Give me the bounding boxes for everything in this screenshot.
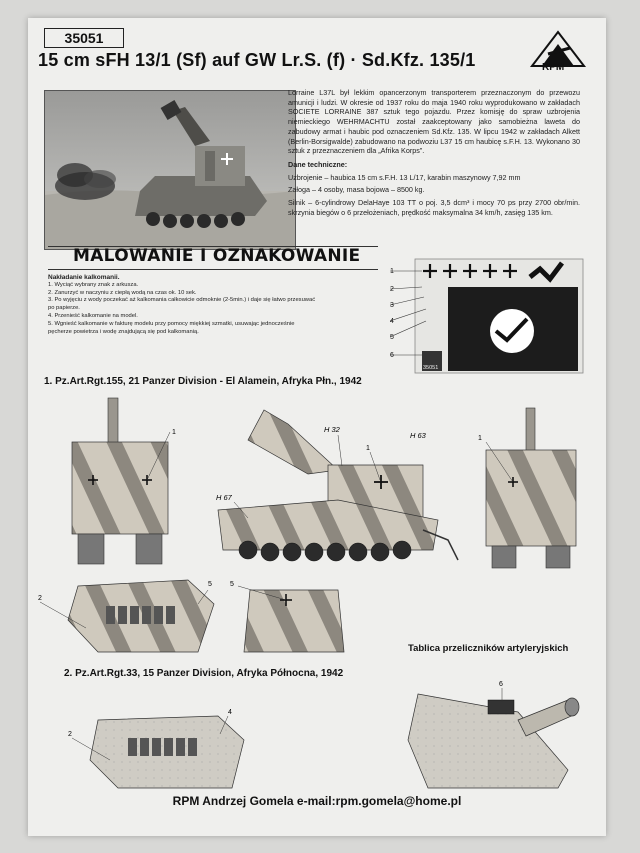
decal-num-3: 3 xyxy=(390,302,394,309)
instructions-heading: Nakładanie kalkomanii. xyxy=(48,274,120,281)
decal-num-2: 2 xyxy=(390,286,394,293)
tech-line: Załoga – 4 osoby, masa bojowa – 8500 kg. xyxy=(288,185,425,195)
section-title-bar xyxy=(48,246,378,270)
callout-number: 1 xyxy=(366,445,370,452)
label-h63: H 63 xyxy=(410,431,426,440)
scheme1-title: 1. Pz.Art.Rgt.155, 21 Panzer Division - El Alamein, Afryka Płn., 1942 xyxy=(44,376,362,387)
tablica-title: Tablica przeliczników artyleryjskich xyxy=(408,643,569,654)
decal-num-5: 5 xyxy=(390,334,394,341)
front-view xyxy=(72,398,176,564)
decal-sheet-code: 35051 xyxy=(423,365,439,371)
decal-num-1: 1 xyxy=(390,268,394,275)
section-title: MALOWANIE I OZNAKOWANIE xyxy=(73,246,361,266)
footer-contact: RPM Andrzej Gomela e-mail:rpm.gomela@home.pl xyxy=(172,794,462,808)
instruction-step: 2. Zanurzyć w naczyniu z ciepłą wodą na czas ok. 10 sek. xyxy=(48,289,197,296)
rear-view xyxy=(478,408,576,568)
decal-instructions xyxy=(48,274,318,336)
instruction-step: 3. Po wyjęciu z wody poczekać aż kalkomania całkowicie odmoknie (2-5min.) i daje się łatwo przesuwać po papierze. xyxy=(48,297,316,312)
callout-number: 4 xyxy=(228,709,232,716)
intro-text-block xyxy=(288,88,580,220)
decal-num-6: 6 xyxy=(390,352,394,359)
brand-label: RPM xyxy=(542,62,565,73)
page-title: 15 cm sFH 13/1 (Sf) auf GW Lr.S. (f) · Sd.Kfz. 135/1 xyxy=(38,50,476,70)
tech-line: Silnik – 6-cylindrowy DelaHaye 103 TT o poj. 3,5 dcm³ i mocy 70 ps przy 2700 obr/min. skrzynia biegów o 6 przełożeniach, prędkość maksymalna 34 km/h, zasięg 135 km. xyxy=(288,198,580,217)
historical-photo xyxy=(44,90,296,250)
callout-number: 1 xyxy=(172,429,176,436)
label-h32: H 32 xyxy=(324,425,340,434)
decal-sheet-diagram xyxy=(390,257,585,375)
callout-number: 6 xyxy=(499,681,503,688)
callout-number: 2 xyxy=(38,595,42,602)
rear-box-detail xyxy=(230,581,344,652)
callout-number: 2 xyxy=(68,731,72,738)
tech-line: Uzbrojenie – haubica 15 cm s.F.H. 13 L/17, karabin maszynowy 7,92 mm xyxy=(288,172,521,182)
scheme2-drawings xyxy=(48,680,588,790)
scheme2-hull-detail xyxy=(68,709,244,788)
instruction-step: 5. Wgnieść kalkomanie w fakturę modelu przy pomocy miękkiej szmatki, usuwając jednocześnie pęcherze powietrza i wodę znajdującą się pod kalkomanią. xyxy=(48,320,295,335)
scheme2-title: 2. Pz.Art.Rgt.33, 15 Panzer Division, Afryka Północna, 1942 xyxy=(64,668,344,679)
intro-paragraph: Lorraine L37L był lekkim opancerzonym transporterem przeznaczonym do przewozu amunicji i ludzi. W okresie od 1937 roku do maja 1940 roku wyprodukowano w zakładach SOCIETE LORRAINE 387 sztuk tego pojazdu. Przez komisję do spraw uzbrojenia niemieckiego WEHRMACHTU został zaakceptowany jako samobieżna laweta do zabudowy armat i haubic pod oznaczeniem Sd.Kfz. 135. W lipcu 1942 w zakładach Alkett (Berlin-Borsigwalde) zabudowano na podwoziu L37 15 cm haubicę s.F.H. 13. Wykonano 30 sztuk z przeznaczeniem dla „Afrika Korps”. xyxy=(288,88,580,156)
instruction-step: 1. Wyciąć wybrany znak z arkusza. xyxy=(48,281,139,288)
callout-number: 5 xyxy=(230,581,234,588)
tablica-detail xyxy=(408,681,579,788)
front-hull-detail xyxy=(38,580,214,652)
side-view xyxy=(216,410,458,561)
instruction-sheet xyxy=(28,18,606,836)
tech-heading: Dane techniczne: xyxy=(288,159,348,169)
instruction-step: 4. Przenieść kalkomanie na model. xyxy=(48,312,138,319)
callout-number: 5 xyxy=(208,581,212,588)
decal-num-4: 4 xyxy=(390,318,394,325)
callout-number: 1 xyxy=(478,435,482,442)
scheme1-drawings xyxy=(38,390,598,660)
kit-code-box: 35051 xyxy=(44,28,124,48)
label-h67: H 67 xyxy=(216,493,232,502)
